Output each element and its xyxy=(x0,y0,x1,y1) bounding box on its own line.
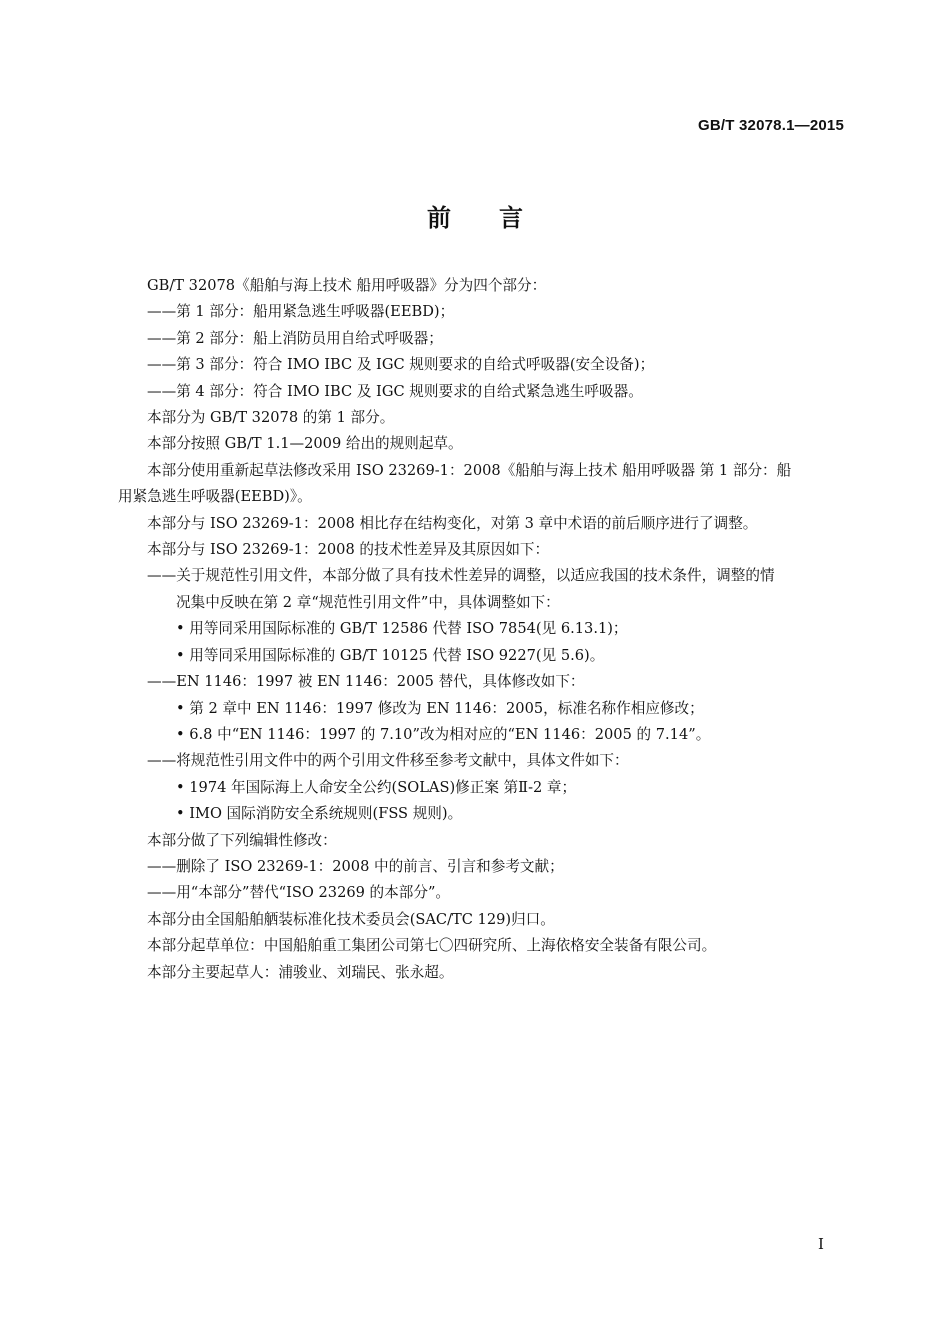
bullet-item: • 1974 年国际海上人命安全公约(SOLAS)修正案 第Ⅱ-2 章； xyxy=(176,778,577,796)
bullet-item: • 用等同采用国际标准的 GB/T 12586 代替 ISO 7854(见 6.13.1)； xyxy=(176,620,628,638)
list-item-continuation: 况集中反映在第 2 章“规范性引用文件”中，具体调整如下： xyxy=(176,593,560,611)
bullet-item: • 用等同采用国际标准的 GB/T 10125 代替 ISO 9227(见 5.6)。 xyxy=(176,646,605,664)
paragraph-continuation: 用紧急逃生呼吸器(EEBD)》。 xyxy=(118,488,312,506)
page-number: I xyxy=(818,1235,824,1253)
list-item: ——第 1 部分：船用紧急逃生呼吸器(EEBD)； xyxy=(147,303,455,321)
page-title: 前言 xyxy=(427,203,571,232)
list-item: ——EN 1146：1997 被 EN 1146：2005 替代，具体修改如下： xyxy=(147,673,585,691)
paragraph: 本部分做了下列编辑性修改： xyxy=(147,831,337,849)
bullet-item: • 6.8 中“EN 1146：1997 的 7.10”改为相对应的“EN 1146：2005 的 7.14”。 xyxy=(176,725,711,743)
paragraph: 本部分为 GB/T 32078 的第 1 部分。 xyxy=(147,409,395,427)
document-body xyxy=(118,273,850,986)
list-item: ——第 2 部分：船上消防员用自给式呼吸器； xyxy=(147,329,443,347)
list-item: ——第 4 部分：符合 IMO IBC 及 IGC 规则要求的自给式紧急逃生呼吸器。 xyxy=(147,382,643,400)
paragraph: 本部分使用重新起草法修改采用 ISO 23269-1：2008《船舶与海上技术 船用呼吸器 第 1 部分：船 xyxy=(147,461,792,479)
paragraph: GB/T 32078《船舶与海上技术 船用呼吸器》分为四个部分： xyxy=(147,277,547,294)
paragraph: 本部分与 ISO 23269-1：2008 的技术性差异及其原因如下： xyxy=(147,541,550,559)
list-item: ——删除了 ISO 23269-1：2008 中的前言、引言和参考文献； xyxy=(147,857,564,875)
bullet-item: • 第 2 章中 EN 1146：1997 修改为 EN 1146：2005，标准名称作相应修改； xyxy=(176,699,704,717)
paragraph: 本部分与 ISO 23269-1：2008 相比存在结构变化，对第 3 章中术语的前后顺序进行了调整。 xyxy=(147,514,758,532)
paragraph: 本部分起草单位：中国船舶重工集团公司第七〇四研究所、上海依格安全装备有限公司。 xyxy=(147,937,717,955)
list-item: ——关于规范性引用文件，本部分做了具有技术性差异的调整，以适应我国的技术条件，调整的情 xyxy=(147,567,775,585)
standard-code: GB/T 32078.1—2015 xyxy=(698,117,844,134)
bullet-item: • IMO 国际消防安全系统规则(FSS 规则)。 xyxy=(176,805,463,823)
paragraph: 本部分由全国船舶舾装标准化技术委员会(SAC/TC 129)归口。 xyxy=(147,910,555,928)
paragraph: 本部分按照 GB/T 1.1—2009 给出的规则起草。 xyxy=(147,435,463,453)
list-item: ——用“本部分”替代“ISO 23269 的本部分”。 xyxy=(147,884,450,902)
paragraph: 本部分主要起草人：浦骏业、刘瑞民、张永超。 xyxy=(147,963,454,981)
list-item: ——第 3 部分：符合 IMO IBC 及 IGC 规则要求的自给式呼吸器(安全设备)； xyxy=(147,356,655,374)
list-item: ——将规范性引用文件中的两个引用文件移至参考文献中，具体文件如下： xyxy=(147,752,629,770)
